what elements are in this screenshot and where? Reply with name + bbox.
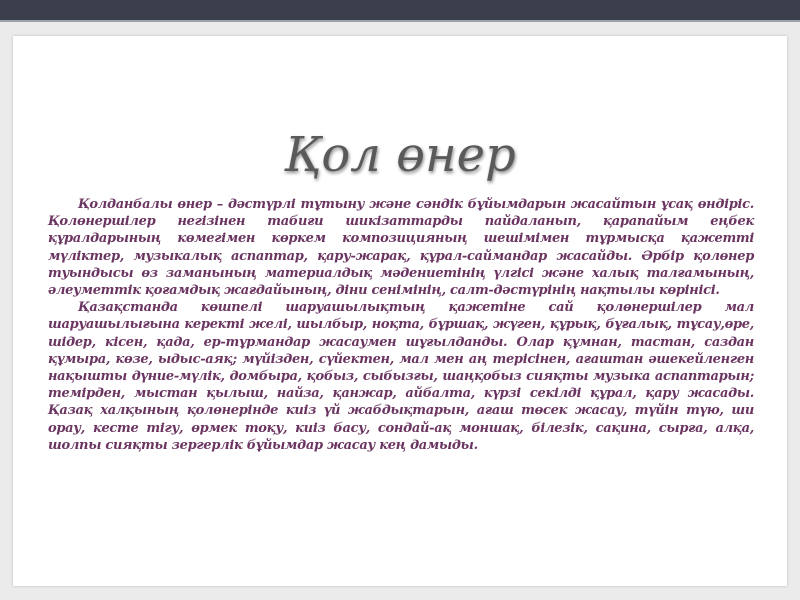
paragraph-1: Қолданбалы өнер – дәстүрлі тұтыну және сәндік бұйымдарын жасайтын ұсақ өндіріс. Қолөнершілер негізінен табиғи шикізаттарды пайдаланып, қарапайым еңбек құралдарының көмегімен көркем композицияның шешімімен тұрмысқа қажетті мүліктер, музыкалық аспаптар, қару-жарақ, құрал-саймандар жасайды. Әрбір қолөнер туындысы өз заманының материалдық мәдениетінің үлгісі және халық талғамының, әлеуметтік қоғамдық жағдайының, діни сенімінің, салт-дәстүрінің нақтылы көрінісі. (48, 197, 754, 299)
top-bar (0, 0, 800, 20)
paragraph-2: Қазақстанда көшпелі шаруашылықтың қажетіне сай қолөнершілер мал шаруашылығына керекті желі, шылбыр, ноқта, бұршақ, жүген, құрық, бұғалық, тұсау,өре, шідер, кісен, қада, ер-тұрмандар жасаумен шұғылданды. Олар құмнан, тастан, саздан құмыра, көзе, ыдыс-аяқ; мүйізден, сүйектен, мал мен аң терісінен, ағаштан әшекейленген нақышты дүние-мүлік, домбыра, қобыз, сыбызғы, шаңқобыз сияқты музыка аспаптарын; темірден, мыстан қылыш, найза, қанжар, айбалта, күрзі секілді құрал, қару жасады. Қазақ халқының қолөнерінде киіз үй жабдықтарын, ағаш төсек жасау, түйін түю, ши орау, кесте тігу, өрмек тоқу, киіз басу, сондай-ақ моншақ, білезік, сақина, сырға, алқа, шолпы сияқты зергерлік бұйымдар жасау кең дамыды. (48, 300, 754, 453)
slide-title: Қол өнер (284, 127, 516, 183)
slide-body (48, 196, 754, 454)
top-stripe (0, 20, 800, 22)
